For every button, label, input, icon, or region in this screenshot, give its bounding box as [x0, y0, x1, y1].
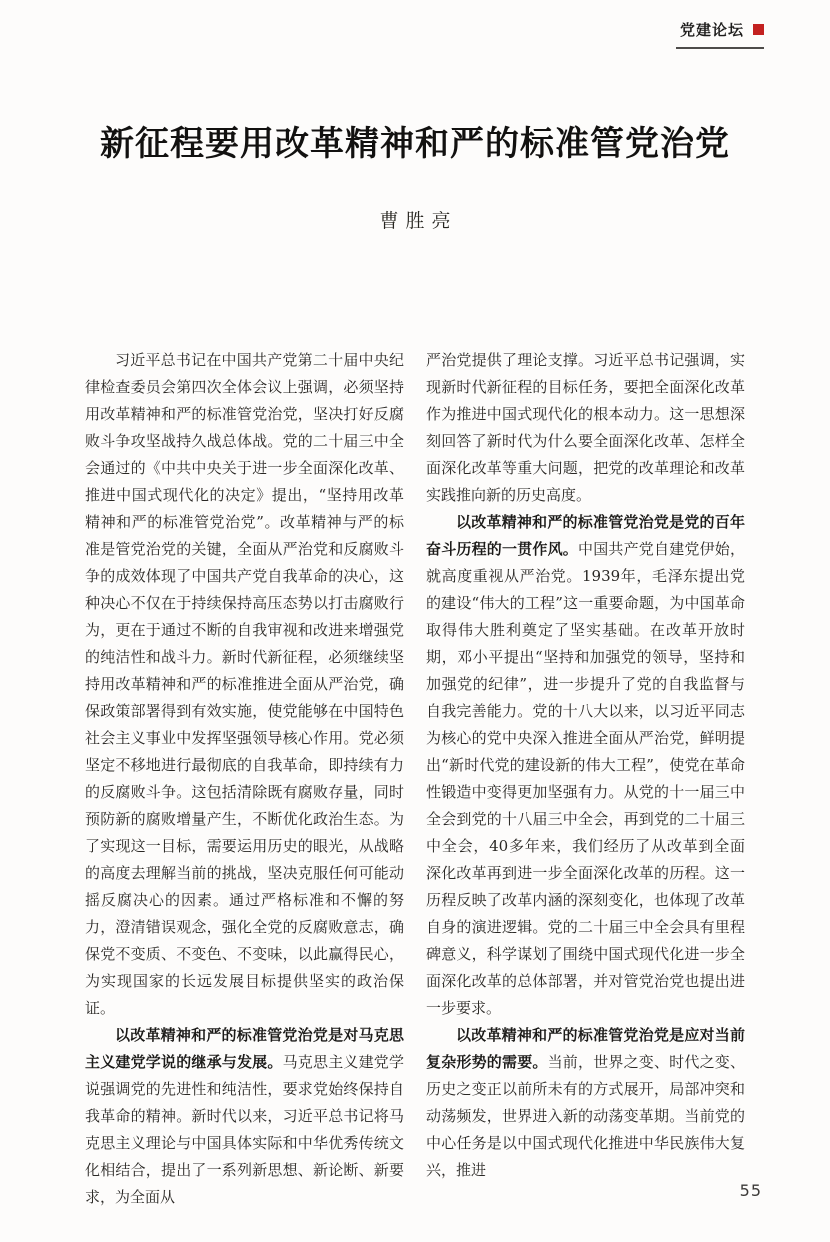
page-number: 55 [739, 1181, 762, 1200]
paragraph-text: 严治党提供了理论支撑。习近平总书记强调，实现新时代新征程的目标任务，要把全面深化改革作为推进中国式现代化的根本动力。这一思想深刻回答了新时代为什么要全面深化改革、怎样全面深化改革等重大问题，把党的改革理论和改革实践推向新的历史高度。 [426, 351, 745, 504]
paragraph-text: 马克思主义建党学说强调党的先进性和纯洁性，要求党始终保持自我革命的精神。新时代以来，习近平总书记将马克思主义理论与中国具体实际和中华优秀传统文化相结合，提出了一系列新思想、新论断、新要求，为全面从 [85, 1053, 404, 1206]
paragraph [426, 509, 745, 1022]
paragraph-lead: 以改革精神和严的标准管党治党是对马克思主义建党学说的继承与发展。 [85, 1026, 404, 1071]
masthead-rule [676, 47, 764, 49]
paragraph [85, 1022, 404, 1211]
paragraph-lead: 以改革精神和严的标准管党治党是党的百年奋斗历程的一贯作风。 [426, 513, 745, 558]
right-column [426, 347, 745, 1211]
paragraph [85, 347, 404, 1022]
paragraph-text: 习近平总书记在中国共产党第二十届中央纪律检查委员会第四次全体会议上强调，必须坚持用改革精神和严的标准管党治党，坚决打好反腐败斗争攻坚战持久战总体战。党的二十届三中全会通过的《中共中央关于进一步全面深化改革、推进中国式现代化的决定》提出，“坚持用改革精神和严的标准管党治党”。改革精神与严的标准是管党治党的关键，全面从严治党和反腐败斗争的成效体现了中国共产党自我革命的决心，这种决心不仅在于持续保持高压态势以打击腐败行为，更在于通过不断的自我审视和改进来增强党的纯洁性和战斗力。新时代新征程，必须继续坚持用改革精神和严的标准推进全面从严治党，确保政策部署得到有效实施，使党能够在中国特色社会主义事业中发挥坚强领导核心作用。党必须坚定不移地进行最彻底的自我革命，即持续有力的反腐败斗争。这包括清除既有腐败存量，同时预防新的腐败增量产生，不断优化政治生态。为了实现这一目标，需要运用历史的眼光，从战略的高度去理解当前的挑战，坚决克服任何可能动摇反腐决心的因素。通过严格标准和不懈的努力，澄清错误观念，强化全党的反腐败意志，确保党不变质、不变色、不变味，以此赢得民心，为实现国家的长远发展目标提供坚实的政治保证。 [85, 351, 404, 1017]
paragraph-text: 中国共产党自建党伊始，就高度重视从严治党。1939年，毛泽东提出党的建设“伟大的工程”这一重要命题，为中国革命取得伟大胜利奠定了坚实基础。在改革开放时期，邓小平提出“坚持和加强党的领导，坚持和加强党的纪律”，进一步提升了党的自我监督与自我完善能力。党的十八大以来，以习近平同志为核心的党中央深入推进全面从严治党，鲜明提出“新时代党的建设新的伟大工程”，使党在革命性锻造中变得更加坚强有力。从党的十一届三中全会到党的十八届三中全会，再到党的二十届三中全会，40多年来，我们经历了从改革到全面深化改革再到进一步全面深化改革的历程。这一历程反映了改革内涵的深刻变化，也体现了改革自身的演进逻辑。党的二十届三中全会具有里程碑意义，科学谋划了围绕中国式现代化进一步全面深化改革的总体部署，并对管党治党也提出进一步要求。 [426, 540, 745, 1017]
article-title: 新征程要用改革精神和严的标准管党治党 [100, 124, 730, 164]
article-author: 曹胜亮 [379, 210, 458, 232]
article-body [85, 347, 745, 1211]
red-square-icon [753, 24, 764, 35]
masthead-row [676, 19, 764, 40]
left-column [85, 347, 404, 1211]
section-label: 党建论坛 [679, 21, 744, 39]
paragraph-text: 当前，世界之变、时代之变、历史之变正以前所未有的方式展开，局部冲突和动荡频发，世界进入新的动荡变革期。当前党的中心任务是以中国式现代化推进中华民族伟大复兴，推进 [426, 1053, 745, 1179]
paragraph-continuation [426, 347, 745, 509]
section-masthead [676, 19, 764, 49]
paragraph-lead: 以改革精神和严的标准管党治党是应对当前复杂形势的需要。 [426, 1026, 745, 1071]
paragraph [426, 1022, 745, 1184]
